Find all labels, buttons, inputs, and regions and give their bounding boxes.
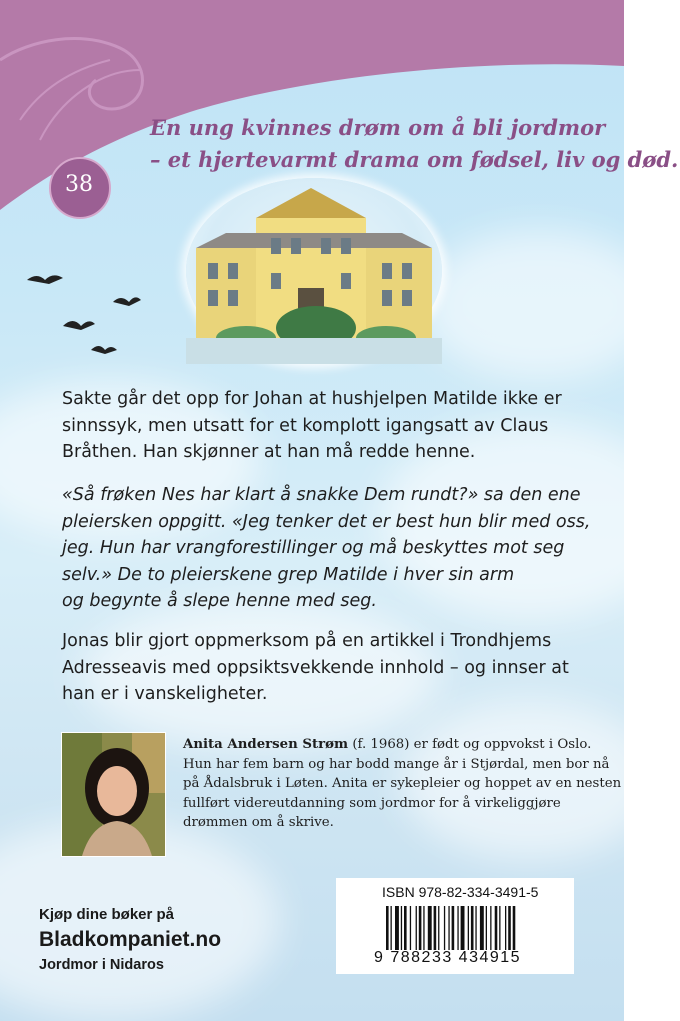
isbn-digits: 9 788233 434915 — [374, 949, 522, 966]
author-bio-line: (f. 1968) er født og oppvokst i Oslo. — [348, 737, 592, 752]
author-name: Anita Andersen Strøm — [183, 737, 349, 752]
blurb-paragraph-2 — [62, 482, 591, 615]
blurb-line: Jonas blir gjort oppmerksom på en artikkel i Trondhjems — [62, 631, 552, 651]
purchase-info — [39, 906, 221, 973]
blurb-line: Bråthen. Han skjønner at han må redde henne. — [62, 442, 476, 462]
tagline-line-2: – et hjertevarmt drama om fødsel, liv og død. — [150, 147, 679, 172]
author-bio-line: drømmen om å skrive. — [183, 815, 334, 830]
blurb-paragraph-3 — [62, 628, 582, 708]
blurb-line: «Så frøken Nes har klart å snakke Dem rundt?» sa den ene — [62, 485, 581, 505]
blurb-line: jeg. Hun har vrangforestillinger og må beskyttes mot seg — [62, 538, 565, 558]
building-illustration — [186, 178, 442, 364]
blurb-line: Sakte går det opp for Johan at hushjelpen Matilde ikke er — [62, 389, 562, 409]
blurb-line: sinnssyk, men utsatt for et komplott igangsatt av Claus — [62, 415, 549, 436]
blurb-line: pleiersken oppgitt. «Jeg tenker det er best hun blir med oss, — [62, 511, 591, 532]
barcode-box — [336, 878, 574, 974]
buy-line: Kjøp dine bøker på — [39, 906, 175, 923]
blurb-line: og begynte å slepe henne med seg. — [62, 591, 377, 611]
book-title: Jordmor i Nidaros — [39, 957, 164, 973]
blurb-line: Adresseavis med oppsiktsvekkende innhold – og innser at — [62, 657, 569, 678]
author-bio-line: Hun har fem barn og har bodd mange år i Stjørdal, men bor nå — [183, 756, 610, 772]
birds-illustration — [25, 270, 155, 365]
publisher-website: Bladkompaniet.no — [39, 928, 222, 951]
series-number: 38 — [65, 172, 93, 197]
blurb-paragraph-1 — [62, 386, 582, 466]
series-number-badge — [48, 162, 110, 212]
tagline — [150, 112, 679, 176]
author-bio — [183, 735, 622, 833]
isbn-label: ISBN 978-82-334-3491-5 — [382, 884, 539, 900]
author-bio-line: fullført videreutdanning som jordmor for å virkeliggjøre — [183, 795, 561, 811]
tagline-line-1: En ung kvinnes drøm om å bli jordmor — [150, 115, 606, 140]
blurb-line: han er i vanskeligheter. — [62, 684, 268, 704]
blurb-line: selv.» De to pleierskene grep Matilde i hver sin arm — [62, 564, 515, 585]
author-bio-line: på Ådalsbruk i Løten. Anita er sykepleier og hoppet av en nesten — [183, 776, 622, 791]
author-photo — [61, 732, 166, 857]
